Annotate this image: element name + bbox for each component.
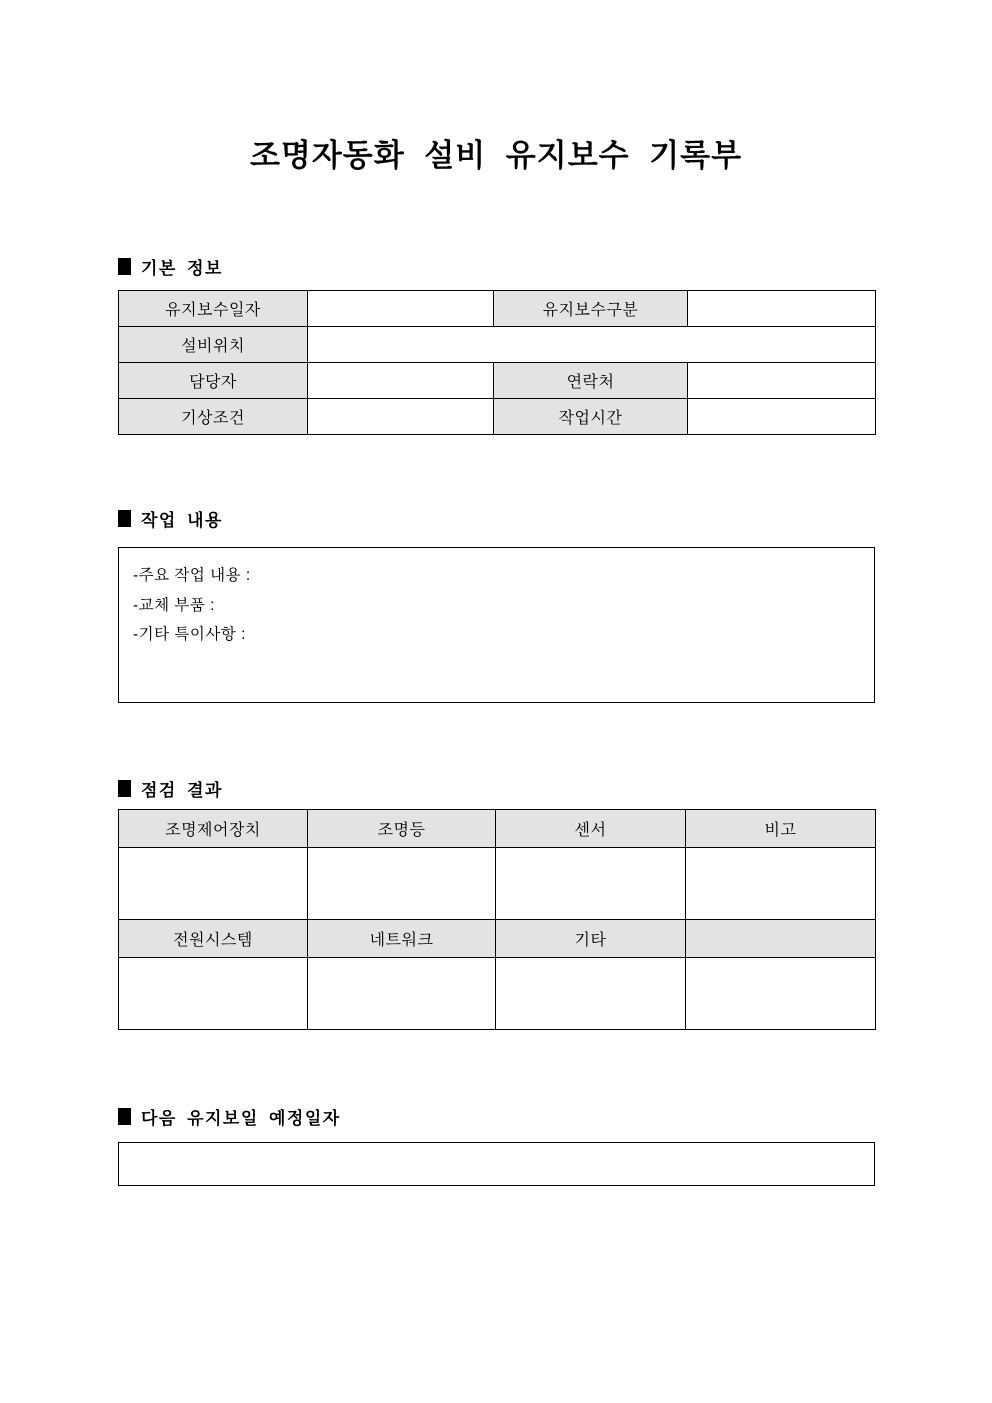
maintenance-type-value[interactable] — [688, 291, 876, 327]
table-row — [119, 327, 876, 363]
table-row — [119, 399, 876, 435]
section-heading-label: 기본 정보 — [141, 259, 223, 278]
page-title: 조명자동화 설비 유지보수 기록부 — [249, 138, 743, 173]
header-empty — [686, 920, 876, 958]
next-maintenance-date-field[interactable] — [118, 1142, 875, 1186]
header-remarks: 비고 — [686, 810, 876, 848]
work-detail-line: -기타 특이사항 : — [133, 626, 246, 643]
basic-info-table — [118, 290, 876, 435]
table-row — [119, 958, 876, 1030]
section-marker-icon — [118, 510, 131, 527]
header-network: 네트워크 — [308, 920, 496, 958]
header-power-system: 전원시스템 — [119, 920, 308, 958]
manager-value[interactable] — [308, 363, 494, 399]
header-etc: 기타 — [496, 920, 686, 958]
section-marker-icon — [118, 780, 131, 797]
table-row — [119, 363, 876, 399]
header-lighting-control: 조명제어장치 — [119, 810, 308, 848]
table-row — [119, 810, 876, 848]
inspection-table — [118, 809, 876, 1030]
header-lamp: 조명등 — [308, 810, 496, 848]
weather-label: 기상조건 — [119, 399, 308, 435]
section-basic-info-heading — [118, 254, 223, 279]
work-detail-line: -교체 부품 : — [133, 596, 215, 614]
inspection-value-empty[interactable] — [686, 958, 876, 1030]
maintenance-date-label: 유지보수일자 — [119, 291, 308, 327]
work-time-value[interactable] — [688, 399, 876, 435]
weather-value[interactable] — [308, 399, 494, 435]
inspection-value-lamp[interactable] — [308, 848, 496, 920]
section-inspection-heading — [118, 776, 223, 801]
manager-label: 담당자 — [119, 363, 308, 399]
contact-label: 연락처 — [494, 363, 688, 399]
work-detail-line: -주요 작업 내용 : — [133, 567, 251, 584]
maintenance-type-label: 유지보수구분 — [494, 291, 688, 327]
section-heading-label: 다음 유지보일 예정일자 — [141, 1109, 341, 1128]
section-heading-label: 점검 결과 — [141, 781, 223, 800]
table-row — [119, 848, 876, 920]
section-marker-icon — [118, 258, 131, 275]
location-value[interactable] — [308, 327, 876, 363]
section-work-details-heading — [118, 506, 223, 531]
work-time-label: 작업시간 — [494, 399, 688, 435]
inspection-value-remarks[interactable] — [686, 848, 876, 920]
work-details-box[interactable] — [118, 547, 875, 703]
section-next-maintenance-heading — [118, 1104, 341, 1129]
header-sensor: 센서 — [496, 810, 686, 848]
section-heading-label: 작업 내용 — [141, 511, 223, 530]
table-row — [119, 920, 876, 958]
inspection-value-power-system[interactable] — [119, 958, 308, 1030]
table-row — [119, 291, 876, 327]
section-marker-icon — [118, 1108, 131, 1125]
inspection-value-lighting-control[interactable] — [119, 848, 308, 920]
location-label: 설비위치 — [119, 327, 308, 363]
inspection-value-network[interactable] — [308, 958, 496, 1030]
maintenance-date-value[interactable] — [308, 291, 494, 327]
inspection-value-sensor[interactable] — [496, 848, 686, 920]
contact-value[interactable] — [688, 363, 876, 399]
inspection-value-etc[interactable] — [496, 958, 686, 1030]
